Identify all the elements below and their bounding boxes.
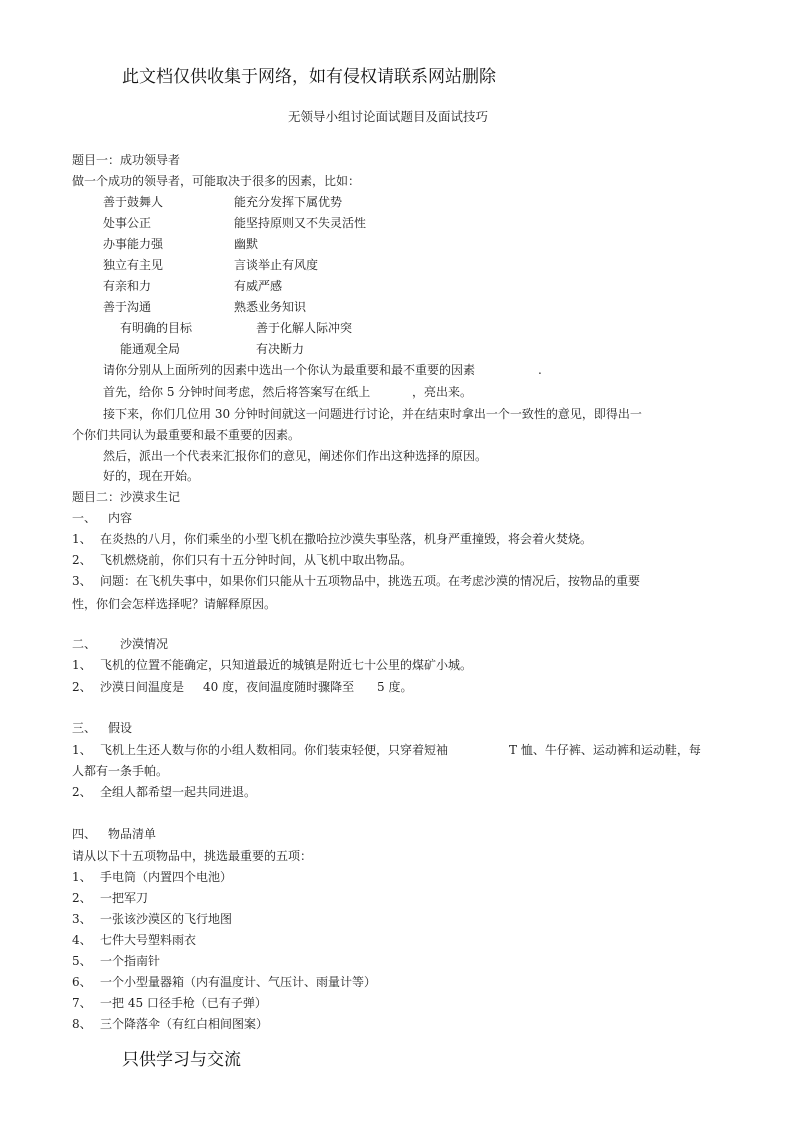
section-title: 物品清单 [108, 827, 157, 841]
trait-left: 处事公正 [103, 216, 152, 230]
trait-right: 善于化解人际冲突 [256, 321, 353, 335]
list-item-number: 2、 [72, 553, 92, 567]
list-item-text: 手电筒（内置四个电池） [100, 870, 233, 884]
trait-left: 有明确的目标 [120, 321, 193, 335]
list-item-number: 1、 [72, 743, 92, 757]
list-item-text: 一把军刀 [100, 891, 149, 905]
list-item-number: 6、 [72, 975, 92, 989]
section-number: 二、 [72, 637, 97, 651]
list-item-text: 一个指南针 [100, 954, 161, 968]
instruction-text: . [538, 363, 542, 377]
list-item-text: 飞机燃烧前，你们只有十五分钟时间，从飞机中取出物品。 [100, 553, 413, 567]
topic1-heading: 题目一：成功领导者 [72, 153, 181, 167]
list-item-text: 在炎热的八月，你们乘坐的小型飞机在撒哈拉沙漠失事坠落，机身严重撞毁，将会着火焚烧。 [100, 532, 593, 546]
footer-watermark: 只供学习与交流 [122, 1050, 241, 1070]
trait-left: 善于鼓舞人 [103, 195, 164, 209]
instruction-text: 个你们共同认为最重要和最不重要的因素。 [72, 428, 301, 442]
trait-left: 能通观全局 [120, 342, 181, 356]
list-item-number: 1、 [72, 870, 92, 884]
list-item-text: 七件大号塑料雨衣 [100, 933, 197, 947]
trait-right: 能坚持原则又不失灵活性 [234, 216, 367, 230]
list-item-number: 4、 [72, 933, 92, 947]
instruction-text: 首先，给你 5 分钟时间考虑，然后将答案写在纸上 [103, 385, 371, 399]
section-number: 三、 [72, 721, 97, 735]
list-item-text: 全组人都希望一起共同进退。 [100, 785, 257, 799]
document-title: 无领导小组讨论面试题目及面试技巧 [288, 109, 489, 124]
topic2-heading: 题目二：沙漠求生记 [72, 490, 181, 504]
instruction-text: 然后，派出一个代表来汇报你们的意见，阐述你们作出这种选择的原因。 [103, 449, 488, 463]
list-item-number: 2、 [72, 785, 92, 799]
list-intro: 请从以下十五项物品中，挑选最重要的五项： [72, 849, 313, 863]
trait-right: 熟悉业务知识 [234, 300, 307, 314]
list-item-number: 2、 [72, 891, 92, 905]
trait-right: 能充分发挥下属优势 [234, 195, 343, 209]
trait-left: 办事能力强 [103, 237, 164, 251]
list-item-text: 沙漠日间温度是 [100, 680, 185, 694]
list-item-text: 一把 45 口径手枪（已有子弹） [100, 996, 267, 1010]
topic1-intro: 做一个成功的领导者，可能取决于很多的因素，比如： [72, 174, 361, 188]
list-item-text: 一张该沙漠区的飞行地图 [100, 912, 233, 926]
instruction-text: 请你分别从上面所列的因素中选出一个你认为最重要和最不重要的因素 [103, 363, 476, 377]
list-item-number: 3、 [72, 574, 92, 588]
list-item-text: 5 度。 [377, 680, 413, 694]
trait-right: 有决断力 [256, 342, 305, 356]
trait-left: 独立有主见 [103, 258, 164, 272]
trait-right: 有威严感 [234, 279, 283, 293]
trait-left: 善于沟通 [103, 300, 152, 314]
list-item-number: 1、 [72, 532, 92, 546]
list-item-text: 性，你们会怎样选择呢？请解释原因。 [72, 597, 277, 611]
list-item-number: 3、 [72, 912, 92, 926]
list-item-number: 8、 [72, 1017, 92, 1031]
instruction-text: ，亮出来。 [412, 385, 473, 399]
list-item-number: 2、 [72, 680, 92, 694]
section-title: 沙漠情况 [120, 637, 169, 651]
list-item-text: T 恤、牛仔裤、运动裤和运动鞋，每 [509, 743, 701, 757]
list-item-text: 人都有一条手帕。 [72, 764, 169, 778]
instruction-text: 好的，现在开始。 [103, 469, 200, 483]
list-item-text: 飞机上生还人数与你的小组人数相同。你们装束轻便，只穿着短袖 [100, 743, 449, 757]
list-item-number: 1、 [72, 658, 92, 672]
list-item-text: 40 度，夜间温度随时骤降至 [203, 680, 355, 694]
list-item-text: 问题：在飞机失事中，如果你们只能从十五项物品中，挑选五项。在考虑沙漠的情况后，按物品的重要 [100, 574, 641, 588]
section-title: 内容 [108, 511, 133, 525]
trait-right: 幽默 [234, 237, 259, 251]
list-item-text: 三个降落伞（有红白相间图案） [100, 1017, 269, 1031]
trait-left: 有亲和力 [103, 279, 152, 293]
list-item-text: 一个小型量器箱（内有温度计、气压计、雨量计等） [100, 975, 377, 989]
header-watermark: 此文档仅供收集于网络，如有侵权请联系网站删除 [122, 67, 496, 87]
list-item-number: 7、 [72, 996, 92, 1010]
instruction-text: 接下来，你们几位用 30 分钟时间就这一问题进行讨论，并在结束时拿出一个一致性的意见，即得出一 [103, 407, 642, 421]
section-number: 四、 [72, 827, 97, 841]
list-item-number: 5、 [72, 954, 92, 968]
section-number: 一、 [72, 511, 97, 525]
list-item-text: 飞机的位置不能确定，只知道最近的城镇是附近七十公里的煤矿小城。 [100, 658, 473, 672]
section-title: 假设 [108, 721, 133, 735]
trait-right: 言谈举止有风度 [234, 258, 319, 272]
